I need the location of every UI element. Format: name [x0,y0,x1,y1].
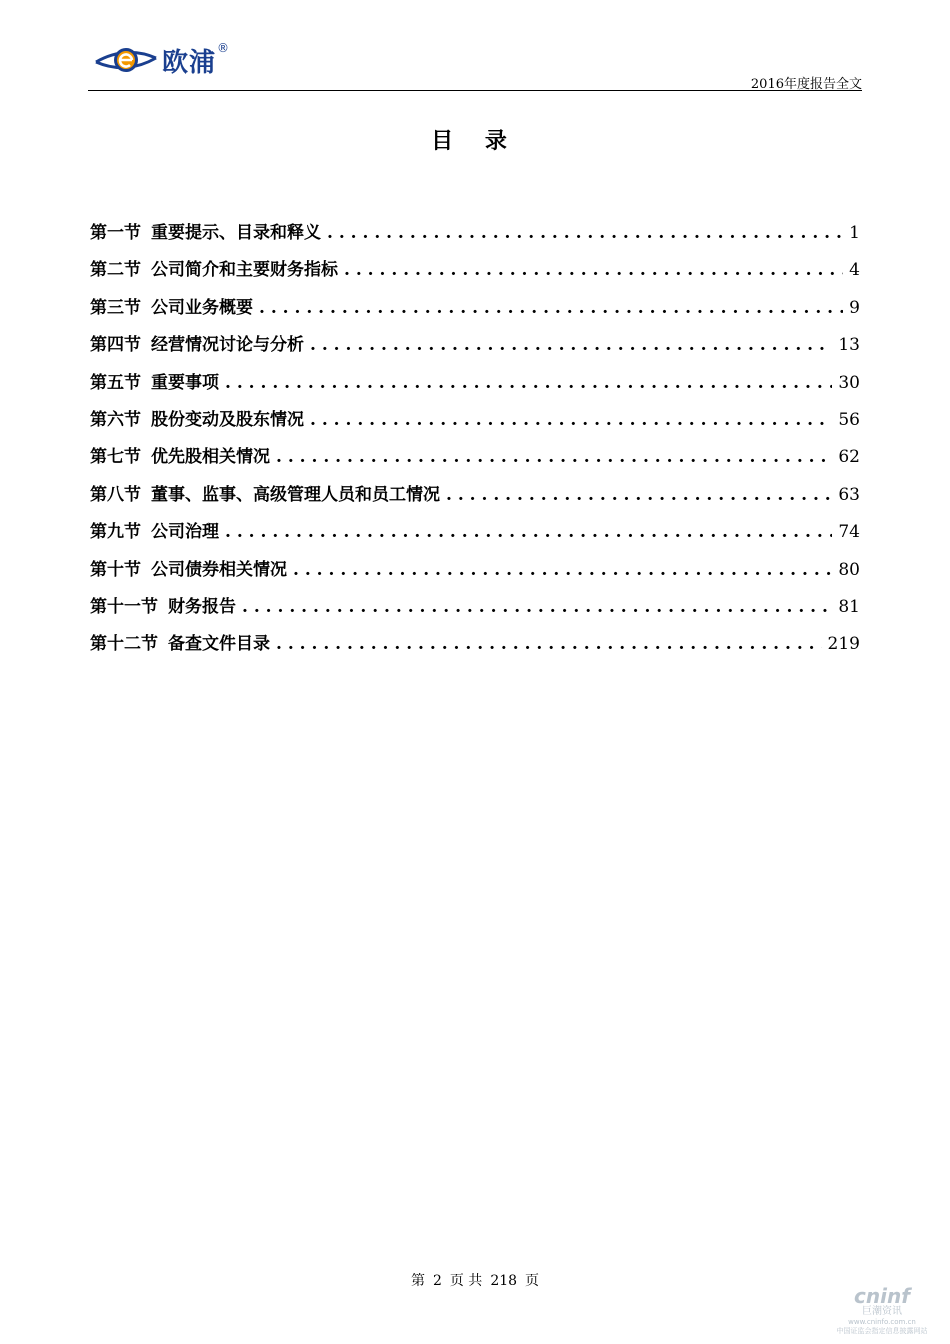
toc-leader-dots [327,223,843,243]
toc-section-title: 财务报告 [168,596,236,617]
footer-current-page: 2 [432,1273,442,1289]
toc-section-title: 公司简介和主要财务指标 [151,260,338,281]
toc-entry[interactable] [90,293,860,330]
toc-page-number: 56 [838,409,860,430]
toc-page-number: 9 [849,297,860,318]
watermark-subtitle: 巨潮资讯 [862,1306,902,1317]
logo-text: 欧浦 [162,47,217,78]
report-title: 2016年度报告全文 [750,77,862,92]
toc-entry[interactable] [90,555,860,592]
page-header [88,36,862,92]
toc-leader-dots [276,634,822,654]
toc-page-number: 74 [838,522,860,543]
toc-entry[interactable] [90,592,860,629]
toc-section-number: 第四节 [90,335,141,356]
toc-section-title: 优先股相关情况 [151,447,270,468]
toc-page-number: 63 [838,484,860,505]
toc-leader-dots [259,298,843,318]
toc-entry[interactable] [90,629,860,666]
toc-page-number: 219 [827,634,860,655]
watermark-footnote: 中国证监会指定信息披露网站 [836,1327,928,1335]
toc-section-title: 重要事项 [151,372,219,393]
toc-entry[interactable] [90,405,860,442]
toc-section-number: 第十节 [90,559,141,580]
header-divider [88,90,862,91]
logo-emblem-icon [94,43,158,77]
toc-page-number: 30 [838,372,860,393]
toc-section-title: 重要提示、目录和释义 [151,223,321,243]
toc-leader-dots [310,410,832,430]
footer-total-pages: 218 [490,1273,518,1289]
toc-entry[interactable] [90,255,860,292]
toc-leader-dots [225,373,832,393]
toc-section-number: 第五节 [90,372,141,393]
toc-section-number: 第十一节 [90,596,158,617]
toc-section-number: 第二节 [90,260,141,281]
footer-mid: 页 共 [449,1273,483,1289]
toc-leader-dots [293,560,832,580]
toc-page-number: 13 [838,335,860,356]
toc-leader-dots [344,260,843,280]
cninfo-watermark [832,1286,932,1336]
page-title: 目 录 [431,128,519,154]
table-of-contents [90,218,860,667]
toc-section-number: 第六节 [90,409,141,430]
watermark-url: www.cninfo.com.cn [848,1318,916,1326]
toc-section-title: 经营情况讨论与分析 [151,335,304,356]
toc-leader-dots [310,335,832,355]
toc-section-title: 股份变动及股东情况 [151,409,304,430]
toc-section-number: 第一节 [90,223,141,243]
footer-prefix: 第 [410,1273,425,1289]
toc-section-number: 第八节 [90,484,141,505]
toc-section-number: 第七节 [90,447,141,468]
toc-page-number: 1 [849,223,860,243]
toc-leader-dots [242,597,832,617]
toc-entry[interactable] [90,330,860,367]
registered-mark: ® [217,41,230,55]
toc-entry[interactable] [90,442,860,479]
company-logo [94,38,229,82]
toc-page-number: 62 [838,447,860,468]
toc-section-number: 第三节 [90,297,141,318]
page-footer [0,1270,950,1290]
toc-section-number: 第十二节 [90,634,158,655]
toc-section-title: 公司业务概要 [151,297,253,318]
toc-section-number: 第九节 [90,522,141,543]
toc-leader-dots [225,522,832,542]
toc-page-number: 4 [849,260,860,281]
toc-entry[interactable] [90,218,860,255]
toc-section-title: 公司债券相关情况 [151,559,287,580]
toc-entry[interactable] [90,368,860,405]
toc-entry[interactable] [90,480,860,517]
toc-section-title: 公司治理 [151,522,219,543]
toc-leader-dots [446,485,832,505]
toc-page-number: 80 [838,559,860,580]
toc-section-title: 备查文件目录 [168,634,270,655]
toc-entry[interactable] [90,517,860,554]
watermark-brand: cninf [854,1284,910,1308]
toc-leader-dots [276,447,832,467]
toc-section-title: 董事、监事、高级管理人员和员工情况 [151,484,440,505]
footer-suffix: 页 [525,1273,540,1289]
toc-page-number: 81 [838,596,860,617]
